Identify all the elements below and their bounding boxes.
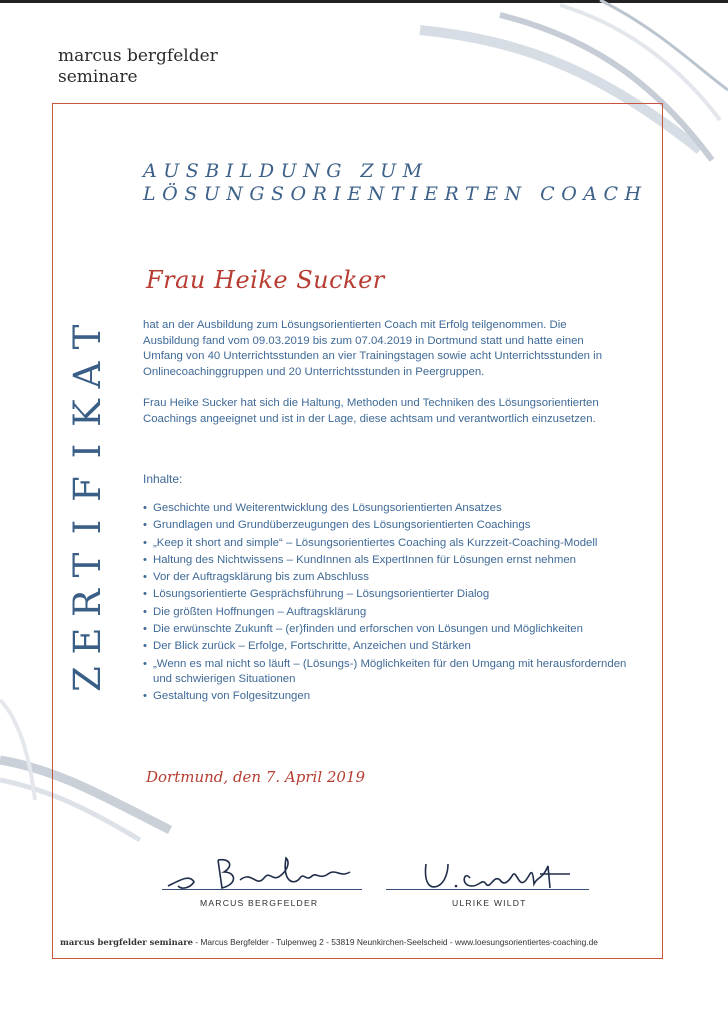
list-item: • Grundlagen und Grundüberzeugungen des Lösungsorientierten Coachings [143,518,633,534]
side-word-letter: I [66,443,109,459]
list-item: • Gestaltung von Folgesitzungen [143,689,633,705]
recipient-name: Frau Heike Sucker [146,266,385,294]
list-item: • Haltung des Nichtwissens – KundInnen als ExpertInnen für Lösungen ernst nehmen [143,553,633,569]
side-word-letter: Z [66,666,109,692]
list-item: • Geschichte und Weiterentwicklung des Lösungsorientierten Ansatzes [143,501,633,517]
side-word-letter: I [66,519,109,535]
contents-heading: Inhalte: [143,472,183,486]
list-item: • Lösungsorientierte Gesprächsführung – Lösungsorientierter Dialog [143,587,633,603]
side-word-zertifikat [62,318,114,698]
signature-ulrike-wildt [420,856,590,896]
list-item: • „Keep it short and simple“ – Lösungsorientiertes Coaching als Kurzzeit-Coaching-Modell [143,536,633,552]
side-word-letter: E [66,627,109,655]
side-word-letter: T [66,324,109,350]
brand-line-2: seminare [58,67,138,87]
side-word-letter: F [66,476,109,502]
list-item: • „Wenn es mal nicht so läuft – (Lösungs-) Möglichkeiten für den Umgang mit herausfordernden und schwierigen Situationen [143,657,633,688]
signatory-name-2: ULRIKE WILDT [452,898,527,908]
list-item: • Die größten Hoffnungen – Auftragsklärung [143,605,633,621]
body-paragraph-2: Frau Heike Sucker hat sich die Haltung, Methoden und Techniken des Lösungsorientierten Coachings angeeignet und ist in der Lage, diese achtsam und verantwortlich einzusetzen. [143,397,599,425]
list-item: • Der Blick zurück – Erfolge, Fortschritte, Anzeichen und Stärken [143,639,633,655]
title-line-2: LÖSUNGSORIENTIERTEN COACH [143,183,648,205]
footer-brand: marcus bergfelder seminare [60,937,193,947]
body-paragraph-1: hat an der Ausbildung zum Lösungsorientierten Coach mit Erfolg teilgenommen. Die Ausbildung fand vom 09.03.2019 bis zum 07.04.2019 in Dortmund statt und hatte einen Umfang von 40 Unterrichtsstunden an vier Trainingstagen sowie acht Unterrichtsstunden in Onlinecoachinggruppen und 20 Unterrichtsstunden in Peergruppen. [143,319,603,378]
footer-details: - Marcus Bergfelder - Tulpenweg 2 - 53819 Neunkirchen-Seelscheid - www.loesungsorientiertes-coaching.de [192,937,598,947]
side-word-letter: R [66,589,109,617]
side-word-letter: T [66,552,109,578]
signatory-name-1: MARCUS BERGFELDER [200,898,319,908]
side-word-letter: K [66,399,109,427]
signature-line-2 [386,889,589,890]
signature-line-1 [162,889,362,890]
certificate-title [143,160,648,206]
contents-list [143,501,633,707]
footer [60,937,670,947]
title-line-1: AUSBILDUNG ZUM [143,160,429,182]
list-item: • Die erwünschte Zukunft – (er)finden und erforschen von Lösungen und Möglichkeiten [143,622,633,638]
list-item: • Vor der Auftragsklärung bis zum Abschluss [143,570,633,586]
brand-logo [58,46,218,88]
brand-line-1: marcus bergfelder [58,46,218,66]
side-word-letter: A [66,361,109,389]
scan-top-edge [0,0,728,3]
place-date: Dortmund, den 7. April 2019 [146,768,366,786]
